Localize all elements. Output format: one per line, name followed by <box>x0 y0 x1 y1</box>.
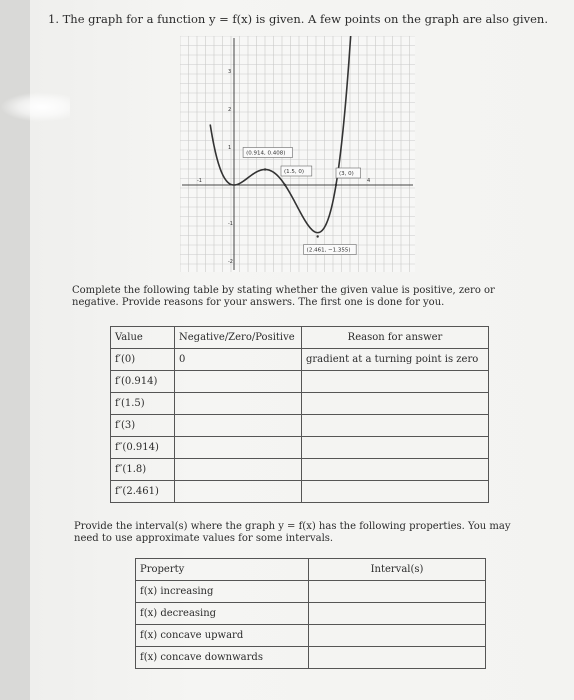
reason-cell[interactable] <box>302 371 489 393</box>
sign-cell[interactable] <box>175 481 302 503</box>
point-marker <box>264 168 266 170</box>
reason-cell[interactable]: gradient at a turning point is zero <box>302 349 489 371</box>
point-label: (3, 0) <box>339 171 354 177</box>
point-label: (0.914, 0.408) <box>246 150 286 157</box>
sign-cell[interactable] <box>175 393 302 415</box>
header-value: Value <box>111 327 175 349</box>
table-row <box>136 625 486 647</box>
value-cell: f′(0) <box>111 349 175 371</box>
reason-cell[interactable] <box>302 481 489 503</box>
x-tick-label: -1 <box>197 178 202 184</box>
instructions-line1: Complete the following table by stating whether the given value is positive, zero or <box>72 285 495 296</box>
header-reason: Reason for answer <box>302 327 489 349</box>
point-marker <box>335 184 337 186</box>
question-title: 1. The graph for a function y = f(x) is given. A few points on the graph are also given. <box>48 12 548 26</box>
interval-cell[interactable] <box>309 625 486 647</box>
interval-cell[interactable] <box>309 603 486 625</box>
property-cell: f(x) increasing <box>136 581 309 603</box>
property-cell: f(x) concave upward <box>136 625 309 647</box>
header-interval: Interval(s) <box>309 559 486 581</box>
y-tick-label: 2 <box>228 107 232 113</box>
reason-cell[interactable] <box>302 393 489 415</box>
point-marker <box>316 235 318 237</box>
reason-cell[interactable] <box>302 437 489 459</box>
sign-cell[interactable]: 0 <box>175 349 302 371</box>
table-row <box>111 393 489 415</box>
table-row <box>111 371 489 393</box>
sign-cell[interactable] <box>175 415 302 437</box>
function-graph <box>180 36 415 272</box>
sign-table-header <box>111 327 489 349</box>
light-glare <box>0 92 70 122</box>
y-tick-label: 3 <box>228 69 232 75</box>
table-row <box>136 581 486 603</box>
table-row <box>111 349 489 371</box>
value-cell: f″(2.461) <box>111 481 175 503</box>
table-row <box>136 647 486 669</box>
property-table <box>135 558 486 669</box>
header-sign: Negative/Zero/Positive <box>175 327 302 349</box>
interval-cell[interactable] <box>309 581 486 603</box>
reason-cell[interactable] <box>302 415 489 437</box>
table-row <box>111 481 489 503</box>
point-marker <box>284 184 286 186</box>
property-cell: f(x) concave downwards <box>136 647 309 669</box>
table-row <box>111 415 489 437</box>
table-row <box>111 437 489 459</box>
property-cell: f(x) decreasing <box>136 603 309 625</box>
y-tick-label: -1 <box>228 221 233 227</box>
instructions2-line1: Provide the interval(s) where the graph y = f(x) has the following properties. You may <box>74 521 511 532</box>
interval-cell[interactable] <box>309 647 486 669</box>
sign-table <box>110 326 489 503</box>
y-tick-label: -2 <box>228 259 233 265</box>
value-cell: f′(0.914) <box>111 371 175 393</box>
value-cell: f″(1.8) <box>111 459 175 481</box>
reason-cell[interactable] <box>302 459 489 481</box>
value-cell: f′(1.5) <box>111 393 175 415</box>
table-row <box>111 459 489 481</box>
sign-cell[interactable] <box>175 371 302 393</box>
x-tick-label: 4 <box>367 178 371 184</box>
table-row <box>136 603 486 625</box>
point-label: (1.5, 0) <box>284 169 305 175</box>
sign-cell[interactable] <box>175 459 302 481</box>
property-table-header <box>136 559 486 581</box>
point-label: (2.461, −1.355) <box>306 247 351 254</box>
instructions-line2: negative. Provide reasons for your answers. The first one is done for you. <box>72 297 445 308</box>
y-tick-label: 1 <box>228 145 232 151</box>
value-cell: f″(0.914) <box>111 437 175 459</box>
value-cell: f′(3) <box>111 415 175 437</box>
header-property: Property <box>136 559 309 581</box>
instructions2-line2: need to use approximate values for some intervals. <box>74 533 334 544</box>
sign-cell[interactable] <box>175 437 302 459</box>
